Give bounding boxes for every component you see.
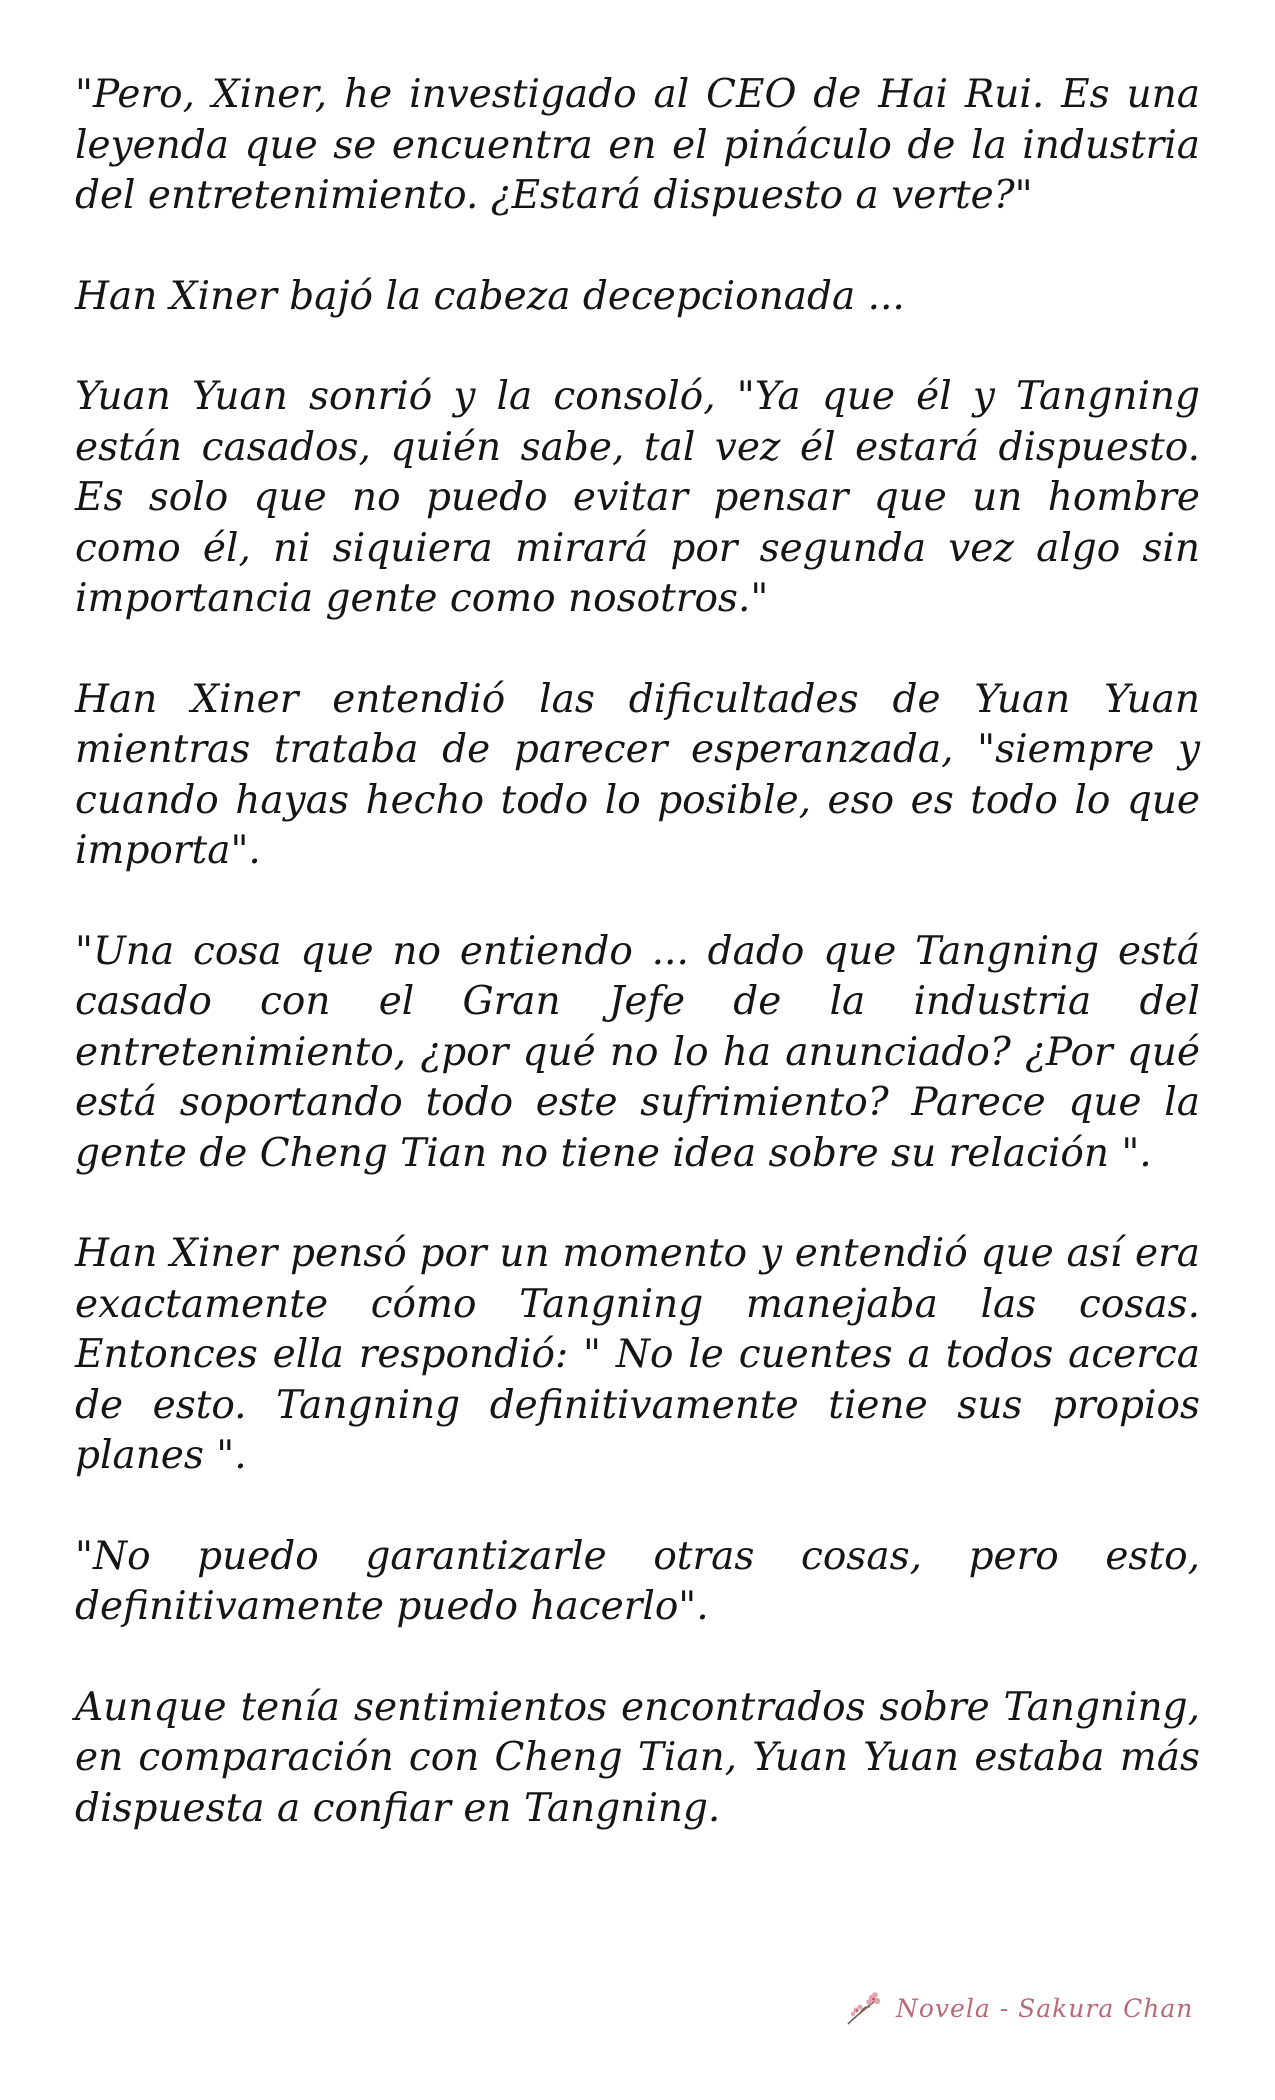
paragraph-5: "Una cosa que no entiendo ... dado que Tangning está casado con el Gran Jefe de la industria del entretenimiento, ¿por qué no lo ha anunciado? ¿Por qué está soportando todo este sufrimiento? Parece que la gente de Cheng Tian no tiene idea sobre su relación ". — [75, 928, 1200, 1176]
sakura-blossom-icon — [842, 1988, 884, 2028]
chapter-text — [75, 70, 1200, 1884]
paragraph-3: Yuan Yuan sonrió y la consoló, "Ya que él y Tangning están casados, quién sabe, tal vez él estará dispuesto. Es solo que no puedo evitar pensar que un hombre como él, ni siquiera mirará por segunda vez algo sin importancia gente como nosotros." — [75, 374, 1200, 621]
watermark-text: Novela - Sakura Chan — [896, 1993, 1194, 2023]
paragraph-7: "No puedo garantizarle otras cosas, pero esto, definitivamente puedo hacerlo". — [75, 1533, 1200, 1629]
paragraph-1: "Pero, Xiner, he investigado al CEO de Hai Rui. Es una leyenda que se encuentra en el pináculo de la industria del entretenimiento. ¿Estará dispuesto a verte?" — [75, 72, 1200, 218]
paragraph-2: Han Xiner bajó la cabeza decepcionada ... — [75, 273, 905, 319]
paragraph-8: Aunque tenía sentimientos encontrados sobre Tangning, en comparación con Cheng Tian, Yuan Yuan estaba más dispuesta a confiar en Tangning. — [75, 1684, 1200, 1831]
paragraph-4: Han Xiner entendió las dificultades de Yuan Yuan mientras trataba de parecer esperanzada, "siempre y cuando hayas hecho todo lo posible, eso es todo lo que importa". — [75, 676, 1200, 873]
paragraph-6: Han Xiner pensó por un momento y entendió que así era exactamente cómo Tangning manejaba las cosas. Entonces ella respondió: " No le cuentes a todos acerca de esto. Tangning definitivamente tiene sus propios planes ". — [75, 1231, 1200, 1478]
watermark — [842, 1986, 1222, 2030]
